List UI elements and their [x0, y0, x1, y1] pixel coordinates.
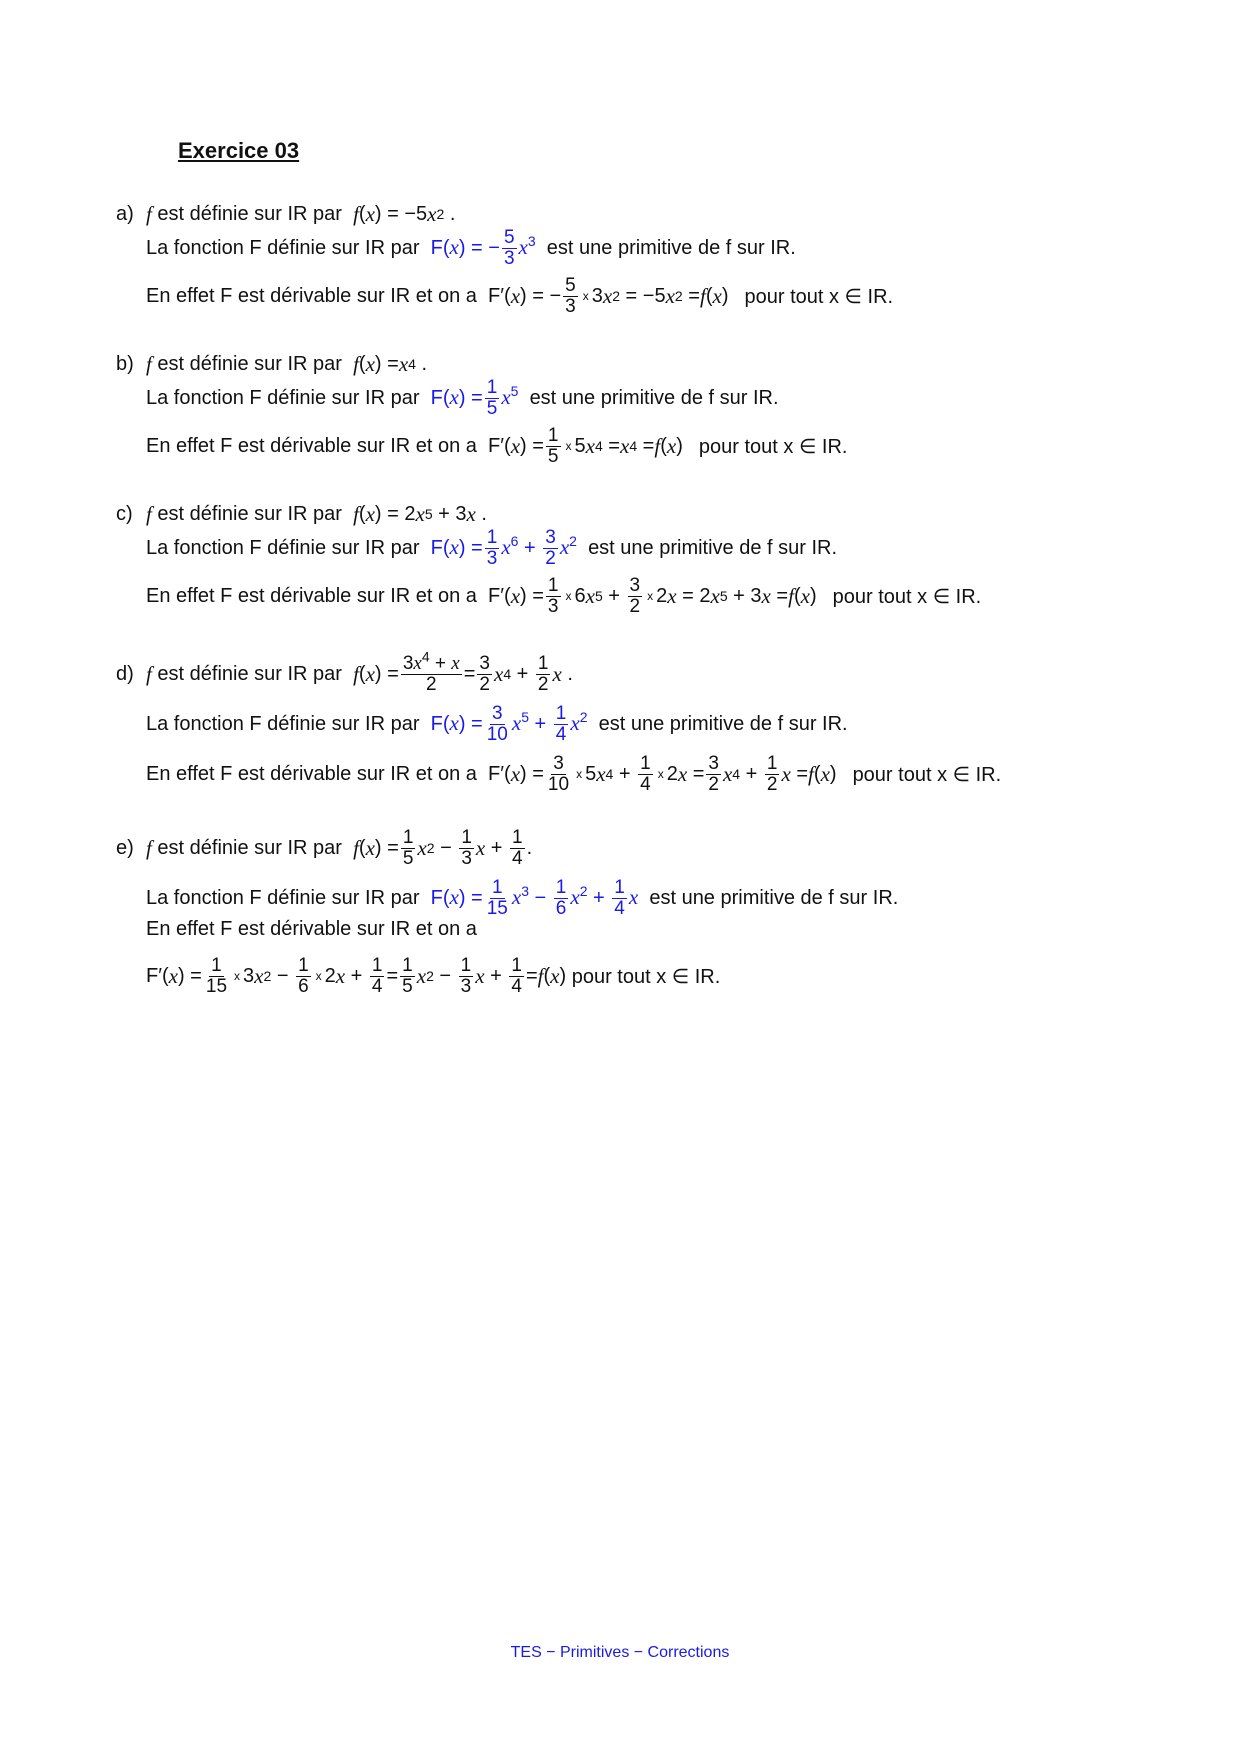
proof-text: En effet F est dérivable sur IR et on a	[146, 284, 477, 307]
definition-text: est définie sur IR par	[157, 836, 342, 859]
part-a-proof: En effet F est dérivable sur IR et on a F′( x ) = − $\frac{5}{3}$ x 3 x 2 = −5 x 2 = f ( x ) pour tout x ∈ IR.	[146, 274, 894, 317]
part-label: b)	[116, 352, 134, 375]
part-a-primitive: La fonction F définie sur IR par F(x) = − $\frac{5}{3}$ $x^3$ est une primitive de f sur IR.	[146, 226, 796, 269]
definition-text: est définie sur IR par	[157, 662, 342, 685]
part-label: a)	[116, 202, 134, 225]
part-label: c)	[116, 502, 133, 525]
proof-text: En effet F est dérivable sur IR et on a	[146, 434, 477, 457]
part-b-definition: b) f est définie sur IR par f ( x ) = x 4 .	[116, 351, 428, 376]
proof-end-text: pour tout x ∈ IR.	[744, 285, 894, 308]
exercise-title: Exercice 03	[178, 138, 300, 163]
primitive-text: La fonction F définie sur IR par	[146, 536, 420, 559]
part-e-definition: e) f est définie sur IR par f ( x ) = $\frac{1}{5}$ x 2 − $\frac{1}{3}$ x + $\frac{1}{4}$ .	[116, 826, 533, 869]
part-c-definition: c) f est définie sur IR par f ( x ) = 2 x 5 + 3 x .	[116, 501, 487, 526]
proof-text: En effet F est dérivable sur IR et on a	[146, 917, 477, 940]
part-e-proof: F′( x ) = $\frac{1}{15}$ x 3 x 2 − $\frac{1}{6}$ x 2 x + $\frac{1}{4}$ = $\frac{1}{5}$ x 2 − $\frac{1}{3}$ x + $\frac{1}{4}$ = f ( x ) pour tout x ∈ IR.	[146, 954, 721, 997]
primitive-text: La fonction F définie sur IR par	[146, 712, 420, 735]
part-e-proof-intro	[146, 912, 477, 946]
proof-text: En effet F est dérivable sur IR et on a	[146, 584, 477, 607]
part-c-proof: En effet F est dérivable sur IR et on a F′( x ) = $\frac{1}{3}$ x 6 x 5 + $\frac{3}{2}$ x 2 x = 2 x 5 + 3 x = f ( x ) pour tout x ∈ IR.	[146, 574, 982, 617]
primitive-end-text: est une primitive de f sur IR.	[529, 386, 779, 409]
proof-end-text: pour tout x ∈ IR.	[571, 965, 721, 988]
part-d-primitive: La fonction F définie sur IR par F(x) = $\frac{3}{10}$ $x^5$ + $\frac{1}{4}$ $x^2$ est une primitive de f sur IR.	[146, 702, 848, 745]
page-footer: TES − Primitives − Corrections	[510, 1644, 730, 1661]
part-d-definition: d) f est définie sur IR par f ( x ) = $\frac{3x^4 + x}{2}$ = $\frac{3}{2}$ x 4 + $\frac{1}{2}$ x .	[116, 648, 573, 695]
part-b-primitive: La fonction F définie sur IR par F(x) = $\frac{1}{5}$ $x^5$ est une primitive de f sur IR.	[146, 376, 779, 419]
part-a-definition: a) f est définie sur IR par f ( x ) = −5 x 2 .	[116, 201, 456, 226]
primitive-end-text: est une primitive de f sur IR.	[649, 886, 899, 909]
primitive-end-text: est une primitive de f sur IR.	[588, 536, 838, 559]
part-label: e)	[116, 836, 134, 859]
proof-end-text: pour tout x ∈ IR.	[698, 435, 848, 458]
primitive-text: La fonction F définie sur IR par	[146, 236, 420, 259]
definition-text: est définie sur IR par	[157, 502, 342, 525]
definition-text: est définie sur IR par	[157, 202, 342, 225]
part-b-proof: En effet F est dérivable sur IR et on a F′( x ) = $\frac{1}{5}$ x 5 x 4 = x 4 = f ( x ) pour tout x ∈ IR.	[146, 424, 848, 467]
part-c-primitive: La fonction F définie sur IR par F(x) = $\frac{1}{3}$ $x^6$ + $\frac{3}{2}$ $x^2$ est une primitive de f sur IR.	[146, 526, 838, 569]
part-label: d)	[116, 662, 134, 685]
part-d-proof: En effet F est dérivable sur IR et on a F′( x ) = $\frac{3}{10}$ x 5 x 4 + $\frac{1}{4}$ x 2 x = $\frac{3}{2}$ x 4 + $\frac{1}{2}$ x = f ( x ) pour tout x ∈ IR.	[146, 752, 1002, 795]
primitive-end-text: est une primitive de f sur IR.	[598, 712, 848, 735]
proof-end-text: pour tout x ∈ IR.	[852, 763, 1002, 786]
primitive-text: La fonction F définie sur IR par	[146, 386, 420, 409]
proof-text: En effet F est dérivable sur IR et on a	[146, 762, 477, 785]
primitive-end-text: est une primitive de f sur IR.	[546, 236, 796, 259]
proof-end-text: pour tout x ∈ IR.	[832, 585, 982, 608]
definition-text: est définie sur IR par	[157, 352, 342, 375]
part-e-primitive: La fonction F définie sur IR par F(x) = $\frac{1}{15}$ $x^3$ − $\frac{1}{6}$ $x^2$ + $\frac{1}{4}$ x est une primitive de f sur IR.	[146, 876, 899, 919]
primitive-text: La fonction F définie sur IR par	[146, 886, 420, 909]
